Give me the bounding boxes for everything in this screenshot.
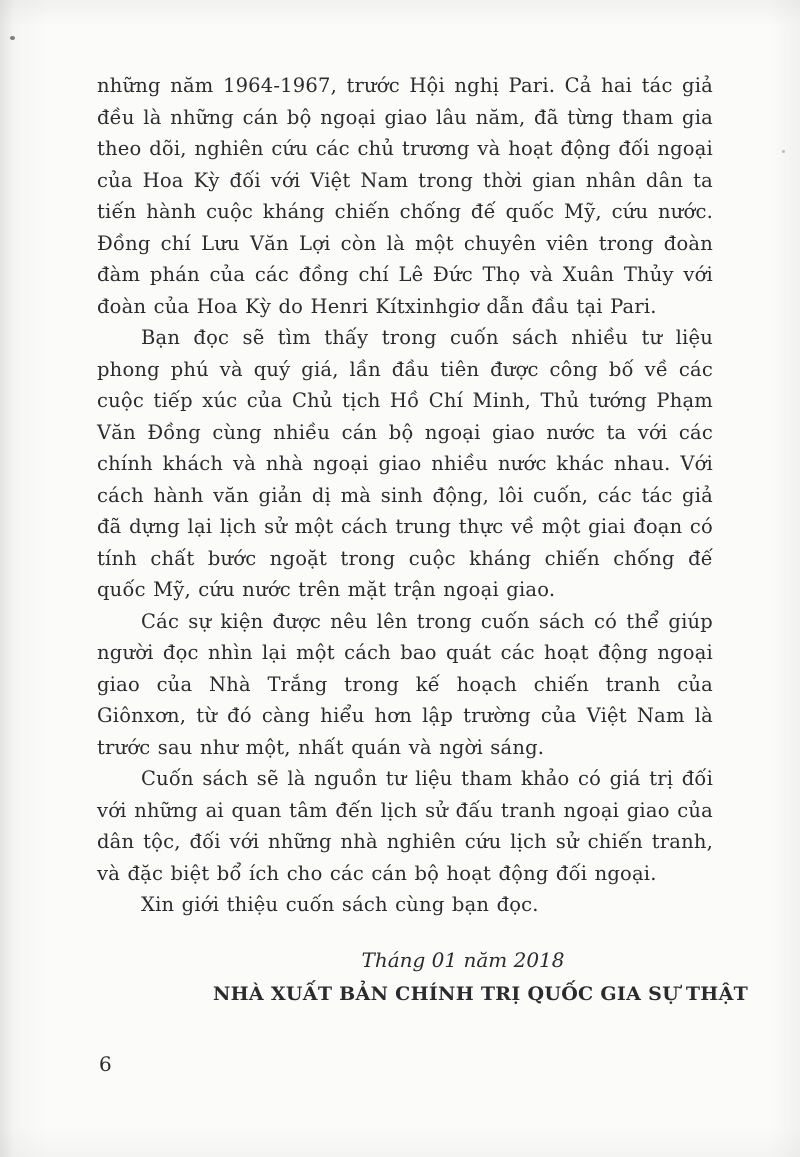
scan-speck [782,150,785,153]
signoff-publisher: NHÀ XUẤT BẢN CHÍNH TRỊ QUỐC GIA SỰ THẬT [213,982,749,1005]
paragraph: những năm 1964-1967, trước Hội nghị Pari. Cả hai tác giả đều là những cán bộ ngoại giao lâu năm, đã từng tham gia theo dõi, nghiên cứu các chủ trương và hoạt động đối ngoại của Hoa Kỳ đối với Việt Nam trong thời gian nhân dân ta tiến hành cuộc kháng chiến chống đế quốc Mỹ, cứu nước. Đồng chí Lưu Văn Lợi còn là một chuyên viên trong đoàn đàm phán của các đồng chí Lê Đức Thọ và Xuân Thủy với đoàn của Hoa Kỳ do Henri Kítxinhgiơ dẫn đầu tại Pari. [97,74,713,318]
paragraph: Cuốn sách sẽ là nguồn tư liệu tham khảo có giá trị đối với những ai quan tâm đến lịch sử đấu tranh ngoại giao của dân tộc, đối với những nhà nghiên cứu lịch sử chiến tranh, và đặc biệt bổ ích cho các cán bộ hoạt động đối ngoại. [97,767,713,885]
body-text [97,70,749,1011]
scan-speck [10,36,15,40]
signoff-date: Tháng 01 năm 2018 [361,947,565,972]
paragraph: Các sự kiện được nêu lên trong cuốn sách có thể giúp người đọc nhìn lại một cách bao quát các hoạt động ngoại giao của Nhà Trắng trong kế hoạch chiến tranh của Giônxơn, từ đó càng hiểu hơn lập trường của Việt Nam là trước sau như một, nhất quán và ngời sáng. [97,609,713,759]
page-number: 6 [99,1052,112,1076]
paragraph: Bạn đọc sẽ tìm thấy trong cuốn sách nhiều tư liệu phong phú và quý giá, lần đầu tiên được công bố về các cuộc tiếp xúc của Chủ tịch Hồ Chí Minh, Thủ tướng Phạm Văn Đồng cùng nhiều cán bộ ngoại giao nước ta với các chính khách và nhà ngoại giao nhiều nước khác nhau. Với cách hành văn giản dị mà sinh động, lôi cuốn, các tác giả đã dựng lại lịch sử một cách trung thực về một giai đoạn có tính chất bước ngoặt trong cuộc kháng chiến chống đế quốc Mỹ, cứu nước trên mặt trận ngoại giao. [97,326,713,601]
signoff-block [97,943,749,1011]
paragraph: Xin giới thiệu cuốn sách cùng bạn đọc. [141,893,539,916]
